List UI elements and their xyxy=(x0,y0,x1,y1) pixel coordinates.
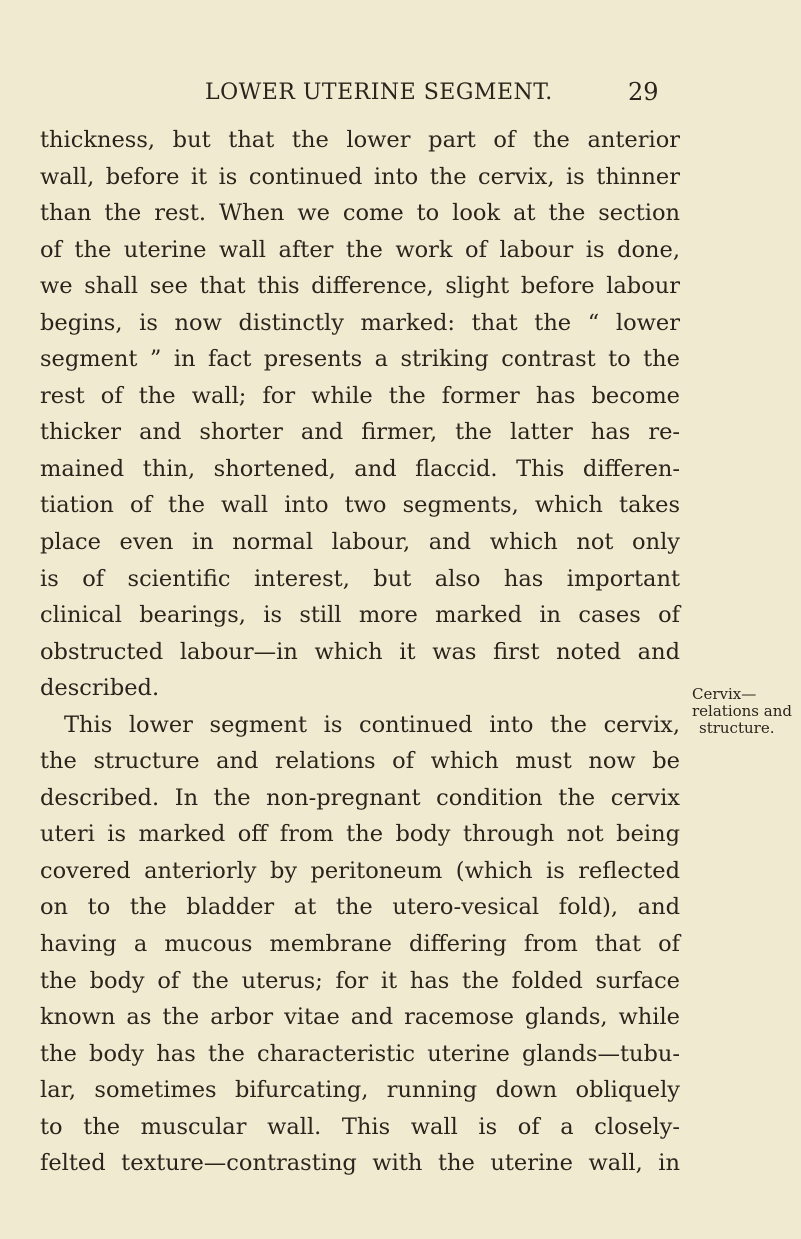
margin-note-line: structure. xyxy=(699,719,775,737)
text-line: thicker and shorter and firmer, the latter has re- xyxy=(40,419,680,446)
margin-note-line: relations and xyxy=(692,702,792,720)
text-line: uteri is marked off from the body through not being xyxy=(40,821,680,848)
page-number: 29 xyxy=(628,78,659,106)
text-line: begins, is now distinctly marked: that the “ lower xyxy=(40,309,680,336)
text-line: the structure and relations of which must now be xyxy=(40,748,680,775)
text-line: place even in normal labour, and which not only xyxy=(40,529,680,556)
text-line: to the muscular wall. This wall is of a closely- xyxy=(40,1113,680,1140)
text-line: thickness, but that the lower part of the anterior xyxy=(40,127,680,153)
text-line: known as the arbor vitae and racemose glands, while xyxy=(40,1004,680,1031)
text-line: the body of the uterus; for it has the folded surface xyxy=(40,967,680,994)
margin-note-line: Cervix— xyxy=(692,685,757,703)
text-line: lar, sometimes bifurcating, running down obliquely xyxy=(40,1077,680,1104)
text-line: felted texture—contrasting with the uterine wall, in xyxy=(40,1150,680,1177)
text-line: the body has the characteristic uterine glands—tubu- xyxy=(40,1040,680,1067)
text-line: described. xyxy=(40,675,160,702)
text-line: This lower segment is continued into the cervix, xyxy=(64,711,680,738)
text-line: is of scientific interest, but also has important xyxy=(40,565,680,592)
text-line: mained thin, shortened, and flaccid. This differen- xyxy=(40,455,680,482)
text-line: rest of the wall; for while the former has become xyxy=(40,382,680,409)
text-line: covered anteriorly by peritoneum (which is reflected xyxy=(40,857,680,884)
text-line: on to the bladder at the utero-vesical fold), and xyxy=(40,894,680,921)
text-line: of the uterine wall after the work of labour is done, xyxy=(40,236,680,263)
text-line: clinical bearings, is still more marked in cases of xyxy=(40,602,680,629)
text-line: described. In the non-pregnant condition the cervix xyxy=(40,784,680,811)
body-text xyxy=(40,122,680,1182)
text-line: we shall see that this difference, slight before labour xyxy=(40,273,680,300)
running-header-title: LOWER UTERINE SEGMENT. xyxy=(205,80,553,105)
text-line: obstructed labour—in which it was first noted and xyxy=(40,638,680,665)
text-line: wall, before it is continued into the cervix, is thinner xyxy=(40,163,680,190)
margin-note xyxy=(692,686,792,737)
text-line: segment ” in fact presents a striking contrast to the xyxy=(40,346,680,373)
text-line: tiation of the wall into two segments, which takes xyxy=(40,492,680,519)
text-line: having a mucous membrane differing from that of xyxy=(40,931,680,958)
text-line: than the rest. When we come to look at the section xyxy=(40,200,680,227)
